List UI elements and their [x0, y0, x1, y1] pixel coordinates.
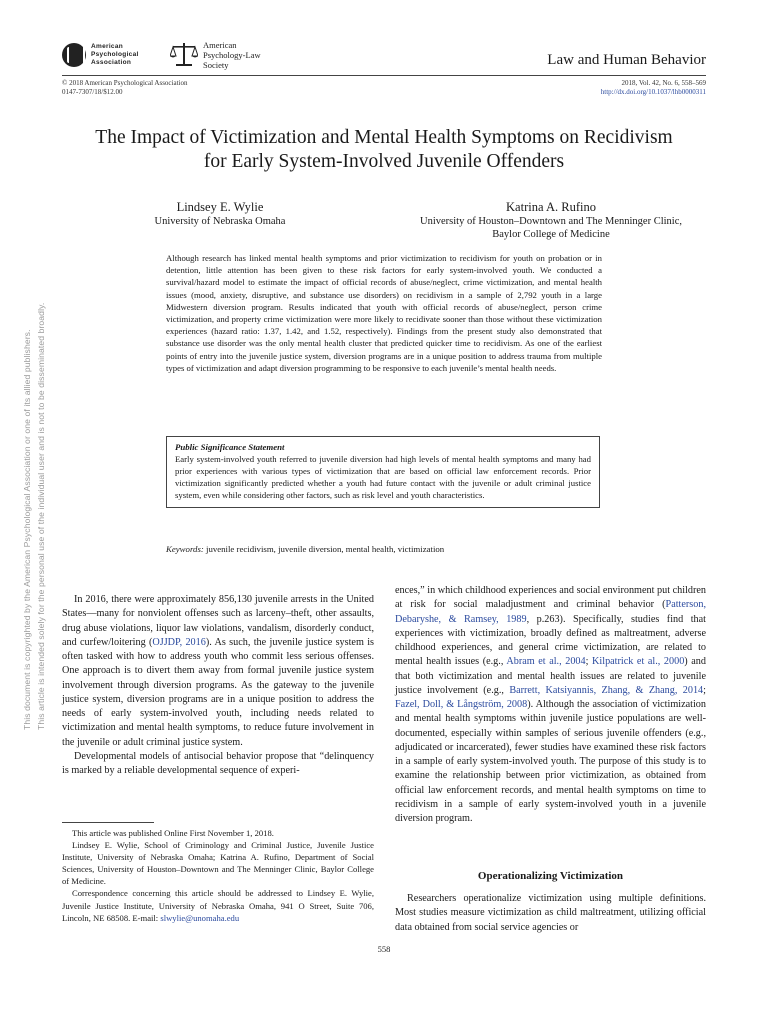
header-divider [62, 75, 706, 76]
footnote-online-first: This article was published Online First November 1, 2018. [72, 828, 274, 838]
citation-link[interactable]: Abram et al., 2004 [506, 656, 586, 668]
doi-link[interactable]: http://dx.doi.org/10.1037/lhb0000311 [600, 87, 706, 96]
page-number: 558 [377, 944, 391, 954]
watermark-line: This article is intended solely for the personal use of the individual user and is not to be disseminated broadly. [36, 302, 46, 730]
abstract: Although research has linked mental health symptoms and prior victimization to recidivism for youth on probation or in detention, little attention has been given to these risk factors for early system-involved youth. We conducted a survival/hazard model to estimate the impact of official records of abuse/neglect, crime victimization, and mental health issues (mood, anxiety, disruptive, and substance use disorders) on recidivism in a sample of 2,792 youth in a large Midwestern diversion program. Results indicated that youth with official records of abuse/neglect, person crime victimization, and property crime victimization were more likely to recidivate sooner than those without these victimization experiences (hazard ratio: 1.37, 1.42, and 1.52, respectively). Findings from the present study also demonstrated that substance use disorder was the only mental health cluster that predicted quicker time to recidivism. As one of the earliest points of entry into the juvenile justice system, diversion programs are in a unique position to address trauma from multiple types of victimization and adapt diversion programming to be responsive to each juvenile’s mental health needs. [166, 253, 602, 373]
scales-of-justice-icon [170, 40, 198, 68]
body-paragraph: Researchers operationalize victimization using multiple definitions. Most studies measure victimization as child maltreatment, utilizing official data obtained from social service agencies or [395, 893, 706, 933]
public-significance-body: Early system-involved youth referred to juvenile diversion had high levels of mental health symptoms and many had prior experiences with various types of victimization that are based on official law enforcement records. Prior victimization significantly predicted whether a youth had future contact with the juvenile or adult criminal justice system, even while considering other factors, such as risk level and youth characteristics. [175, 454, 591, 500]
apa-logo [62, 40, 146, 70]
copyright-watermark [20, 270, 48, 730]
author-affiliation: Baylor College of Medicine [492, 229, 610, 240]
body-column-right [395, 584, 706, 826]
body-paragraph: Developmental models of antisocial behavior propose that “delinquency is marked by a reliable developmental sequence of experi- [62, 750, 374, 776]
body-column-right-continued [395, 892, 706, 935]
body-paragraph: ences,” in which childhood experiences and social environment put children at risk for social maladjustment and criminal behavior (Patterson, Debaryshe, & Ramsey, 1989, p.263). Specifically, studies find that experiences with victimization, broadly defined as maltreatment, adverse childhood experiences, and general crime victimization, are related to mental health issues (e.g., Abram et al., 2004; Kilpatrick et al., 2000) and that both victimization and mental health issues are related to juvenile justice involvement (e.g., Barrett, Katsiyannis, Zhang, & Zhang, 2014; Fazel, Doll, & Långström, 2008). Although the association of victimization and mental health symptoms within juvenile justice populations are well-documented, especially within samples of serious juvenile offenders (e.g., adjudicated or incarcerated), fewer studies have examined these risk factors in a sample of early system-involved youth. The purpose of this study is to examine the relationship between prior victimization, as obtained from official law enforcement records, and mental health symptoms on time to recidivism in a sample of early system-involved youth in a juvenile diversion program. [395, 585, 706, 824]
author-block [130, 199, 310, 228]
watermark-line: This document is copyrighted by the American Psychological Association or one of its allied publishers. [22, 329, 32, 730]
author-affiliation: University of Houston–Downtown and The Menninger Clinic, [420, 216, 682, 227]
author-name: Lindsey E. Wylie [176, 200, 264, 214]
keywords-list: juvenile recidivism, juvenile diversion, mental health, victimization [206, 544, 445, 554]
section-heading: Operationalizing Victimization [477, 870, 624, 882]
public-significance-box [166, 436, 600, 508]
body-paragraph: In 2016, there were approximately 856,130 juvenile arrests in the United States—many for nonviolent offenses such as larceny–theft, other assaults, drug abuse violations, liquor law violations, vandalism, disorderly conduct, and curfew/loitering (OJJDP, 2016). As such, the juvenile justice system is often tasked with how to address youth who commit less serious offenses. One approach is to divert them away from formal juvenile justice system involvement through diversion programs. As the gateway to the juvenile justice system, diversion programs are in a unique position to address the needs of early system-involved youth, including needs related to victimization and mental health symptoms, to reduce future involvement in the juvenile or adult criminal justice system. [62, 594, 374, 748]
keywords-label: Keywords: [166, 544, 204, 554]
email-link[interactable]: slwylie@unomaha.edu [160, 912, 240, 923]
footnotes [62, 827, 374, 924]
volume-info [601, 79, 706, 96]
author-block [396, 199, 706, 241]
copyright-line: © 2018 American Psychological Association [62, 79, 188, 87]
apa-logo-icon [62, 43, 86, 67]
footnote-affiliations: Lindsey E. Wylie, School of Criminology and Criminal Justice, Juvenile Justice Institute, University of Nebraska Omaha; Katrina A. Rufino, Department of Social Sciences, University of Houston–Downtown and The Menninger Clinic, Baylor College of Medicine. [62, 840, 374, 887]
citation-link[interactable]: Barrett, Katsiyannis, Zhang, & Zhang, 2014 [509, 684, 704, 696]
body-column-left [62, 593, 374, 778]
keywords [166, 543, 444, 555]
footnote-correspondence: Correspondence concerning this article should be addressed to Lindsey E. Wylie, Juvenile Justice Institute, University of Nebraska Omaha, 941 O Street, Suite 706, Lincoln, NE 68508. E-mail: slwylie@unomaha.edu [62, 888, 374, 923]
footnote-divider [62, 822, 154, 823]
public-significance-title: Public Significance Statement [175, 442, 285, 452]
issn-price-line: 0147-7307/18/$12.00 [62, 87, 123, 96]
apls-logo-text: American Psychology-Law Society [203, 40, 261, 70]
citation-link[interactable]: Patterson, Debaryshe, & Ramsey, 1989 [395, 599, 706, 625]
citation-link[interactable]: Kilpatrick et al., 2000 [592, 656, 685, 668]
citation-link[interactable]: Fazel, Doll, & Långström, 2008 [395, 699, 528, 710]
author-name: Katrina A. Rufino [506, 200, 596, 214]
citation-link[interactable]: OJJDP, 2016 [152, 636, 206, 648]
copyright-info [62, 79, 187, 96]
apa-logo-text: American Psychological Association [91, 43, 139, 66]
apls-logo [170, 40, 261, 70]
article-title: The Impact of Victimization and Mental Health Symptoms on Recidivism for Early System-Involved Juvenile Offenders [95, 127, 673, 172]
volume-line: 2018, Vol. 42, No. 6, 558–569 [621, 79, 706, 87]
journal-name: Law and Human Behavior [547, 52, 706, 68]
author-affiliation: University of Nebraska Omaha [154, 216, 286, 227]
